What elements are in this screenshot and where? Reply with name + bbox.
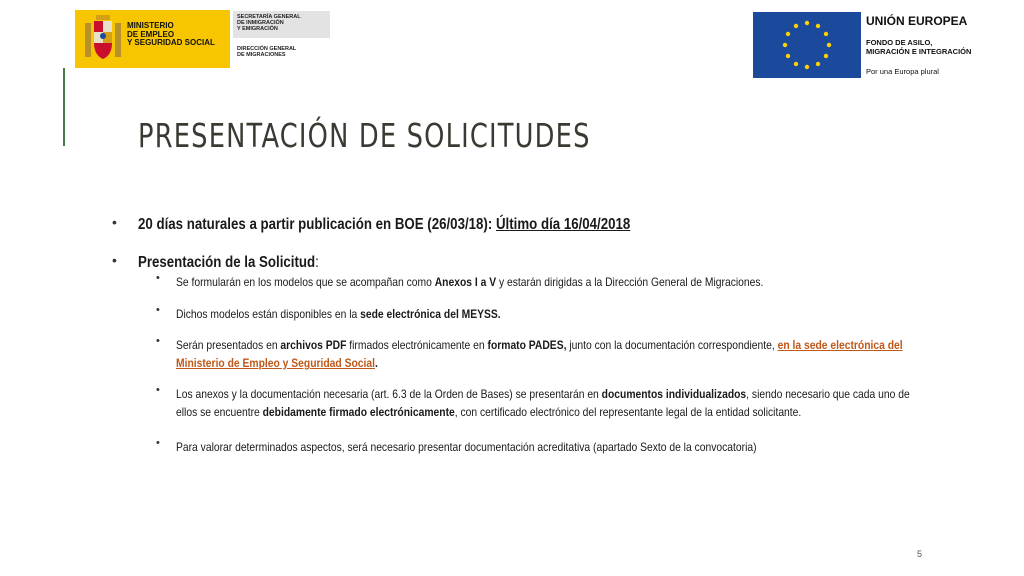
secretaria-name: SECRETARÍA GENERAL DE INMIGRACIÓN Y EMIGRACIÓN [237,14,301,32]
text-run: Para valorar determinados aspectos, será necesario presentar documentación acreditativa (apartado Sexto de la convocatoria) [176,440,757,454]
eu-fund-name: FONDO DE ASILO, MIGRACIÓN E INTEGRACIÓN [866,38,972,56]
slide-title: PRESENTACIÓN DE SOLICITUDES [138,116,591,155]
deadline-date: Último día 16/04/2018 [495,216,631,233]
text-run: firmados electrónicamente en [346,338,488,352]
sub-item-evidence [176,438,924,456]
text-run: , con certificado electrónico del representante legal de la entidad solicitante. [454,405,802,419]
sub-item-annexes [176,273,924,291]
text-run: Serán presentados en [176,338,281,352]
accent-line [63,68,65,146]
text-bold: . [374,356,378,370]
text-run: , siendo necesario que cada uno de ellos se encuentre [176,387,910,419]
bullet-deadline [138,216,630,234]
deadline-text: 20 días naturales a partir publicación en BOE (26/03/18): [138,216,496,233]
eu-flag-icon [753,12,861,78]
text-bold: formato PADES, [487,338,567,352]
presentation-heading: Presentación de la Solicitud [138,254,316,271]
text-run: Dichos modelos están disponibles en la [176,307,361,321]
coat-of-arms-icon [81,13,125,65]
eu-logo [753,12,985,78]
ministry-yellow-block [75,10,230,68]
bullet-presentation [138,254,319,272]
text-run: Se formularán en los modelos que se acompañan como [176,275,435,289]
text-bold: sede electrónica del MEYSS. [360,307,501,321]
sub-bullet-dot: • [156,304,160,316]
text-bold: debidamente firmado electrónicamente [262,405,455,419]
text-run: junto con la documentación correspondiente, [566,338,778,352]
sub-item-documents [176,385,924,421]
sub-bullet-dot: • [156,272,160,284]
page-number: 5 [917,549,923,559]
eu-title: UNIÓN EUROPEA [866,14,968,28]
ministry-name: MINISTERIO DE EMPLEO Y SEGURIDAD SOCIAL [127,21,215,47]
presentation-colon: : [315,254,319,271]
sub-bullet-dot: • [156,437,160,449]
secretaria-block [233,11,330,38]
text-run: Los anexos y la documentación necesaria (art. 6.3 de la Orden de Bases) se presentarán en [176,387,602,401]
eu-slogan: Por una Europa plural [866,67,939,76]
sub-item-pdf [176,336,924,372]
bullet-dot: • [112,214,117,230]
sede-electronica-link[interactable]: en la sede electrónica del Ministerio de Empleo y Seguridad Social [176,338,903,370]
text-run: y estarán dirigidas a la Dirección General de Migraciones. [496,275,764,289]
sub-bullet-dot: • [156,384,160,396]
text-bold: archivos PDF [280,338,347,352]
text-bold: documentos individualizados [601,387,747,401]
text-bold: Anexos I a V [434,275,497,289]
sub-item-models [176,305,924,323]
sub-bullet-dot: • [156,335,160,347]
ministry-logo [75,10,330,68]
bullet-dot: • [112,252,117,268]
direccion-name: DIRECCIÓN GENERAL DE MIGRACIONES [237,46,297,58]
